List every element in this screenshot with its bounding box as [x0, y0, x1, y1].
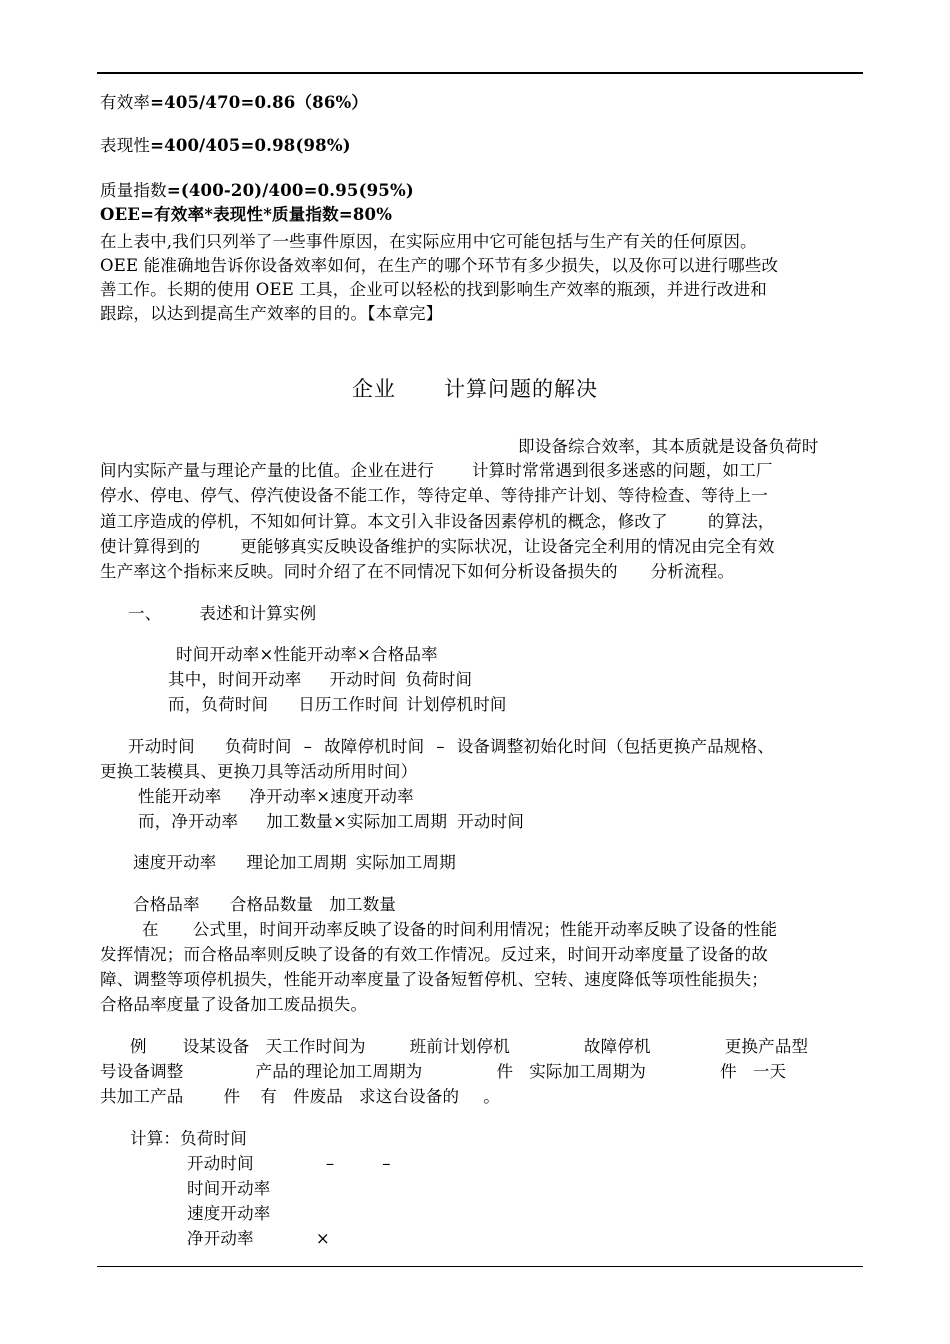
calc-line-3: 时间开动率 — [187, 1179, 271, 1198]
abstract-line-6: 生产率这个指标来反映。同时介绍了在不同情况下如何分析设备损失的 分析流程。 — [100, 562, 735, 581]
def-line-9: 合格品率 合格品数量 加工数量 — [133, 895, 397, 914]
def-line-8: 速度开动率 理论加工周期 实际加工周期 — [133, 853, 456, 872]
calc-line-4: 速度开动率 — [187, 1204, 271, 1223]
section-title: 企业 计算问题的解决 — [352, 377, 598, 401]
example-line-2: 号设备调整 产品的理论加工周期为 件 实际加工周期为 件 一天 — [100, 1062, 787, 1081]
example-line-3: 共加工产品 件 有 件废品 求这台设备的 。 — [100, 1087, 500, 1106]
def-line-6: 性能开动率 净开动率×速度开动率 — [138, 787, 414, 806]
def-line-1: 时间开动率×性能开动率×合格品率 — [176, 645, 438, 664]
abstract-line-5: 使计算得到的 更能够真实反映设备维护的实际状况，让设备完全利用的情况由完全有效 — [100, 537, 775, 556]
def-line-4: 开动时间 负荷时间 – 故障停机时间 – 设备调整初始化时间（包括更换产品规格、 — [128, 737, 775, 756]
availability-formula: 有效率=405/470=0.86（86%） — [100, 93, 369, 112]
def-line-3: 而，负荷时间 日历工作时间 计划停机时间 — [168, 695, 507, 714]
def-line-7: 而，净开动率 加工数量×实际加工周期 开动时间 — [138, 812, 525, 831]
example-line-1: 例 设某设备 天工作时间为 班前计划停机 故障停机 更换产品型 — [130, 1037, 809, 1056]
explain-line-3: 障、调整等项停机损失，性能开动率度量了设备短暂停机、空转、速度降低等项性能损失； — [100, 970, 768, 989]
heading-one: 一、 表述和计算实例 — [128, 604, 317, 623]
calc-line-5: 净开动率 × — [187, 1229, 330, 1248]
intro-line-2: OEE 能准确地告诉你设备效率如何，在生产的哪个环节有多少损失，以及你可以进行哪些改 — [100, 256, 779, 275]
explain-line-1: 在 公式里，时间开动率反映了设备的时间利用情况；性能开动率反映了设备的性能 — [142, 920, 778, 939]
def-line-2: 其中，时间开动率 开动时间 负荷时间 — [168, 670, 473, 689]
header-rule — [97, 72, 863, 74]
calc-line-1: 计算：负荷时间 — [130, 1129, 247, 1148]
intro-line-3: 善工作。长期的使用 OEE 工具，企业可以轻松的找到影响生产效率的瓶颈，并进行改进和 — [100, 280, 768, 299]
def-line-5: 更换工装模具、更换刀具等活动所用时间） — [100, 762, 418, 781]
abstract-line-4: 道工序造成的停机，不知如何计算。本文引入非设备因素停机的概念，修改了 的算法， — [100, 512, 775, 531]
quality-formula: 质量指数=(400-20)/400=0.95(95%) — [100, 181, 414, 200]
explain-line-4: 合格品率度量了设备加工废品损失。 — [100, 995, 368, 1014]
footer-rule — [97, 1266, 863, 1267]
intro-line-4: 跟踪，以达到提高生产效率的目的。【本章完】 — [100, 304, 443, 323]
abstract-line-3: 停水、停电、停气、停汽使设备不能工作，等待定单、等待排产计划、等待检查、等待上一 — [100, 486, 768, 505]
performance-formula: 表现性=400/405=0.98(98%) — [100, 136, 351, 155]
calc-line-2: 开动时间 – – — [187, 1154, 391, 1173]
oee-formula: OEE=有效率*表现性*质量指数=80% — [100, 205, 393, 224]
abstract-line-2: 间内实际产量与理论产量的比值。企业在进行 计算时常常遇到很多迷惑的问题，如工厂 — [100, 461, 773, 480]
explain-line-2: 发挥情况；而合格品率则反映了设备的有效工作情况。反过来，时间开动率度量了设备的故 — [100, 945, 768, 964]
abstract-line-1: 即设备综合效率，其本质就是设备负荷时 — [518, 437, 819, 456]
intro-line-1: 在上表中,我们只列举了一些事件原因，在实际应用中它可能包括与生产有关的任何原因。 — [100, 232, 757, 251]
